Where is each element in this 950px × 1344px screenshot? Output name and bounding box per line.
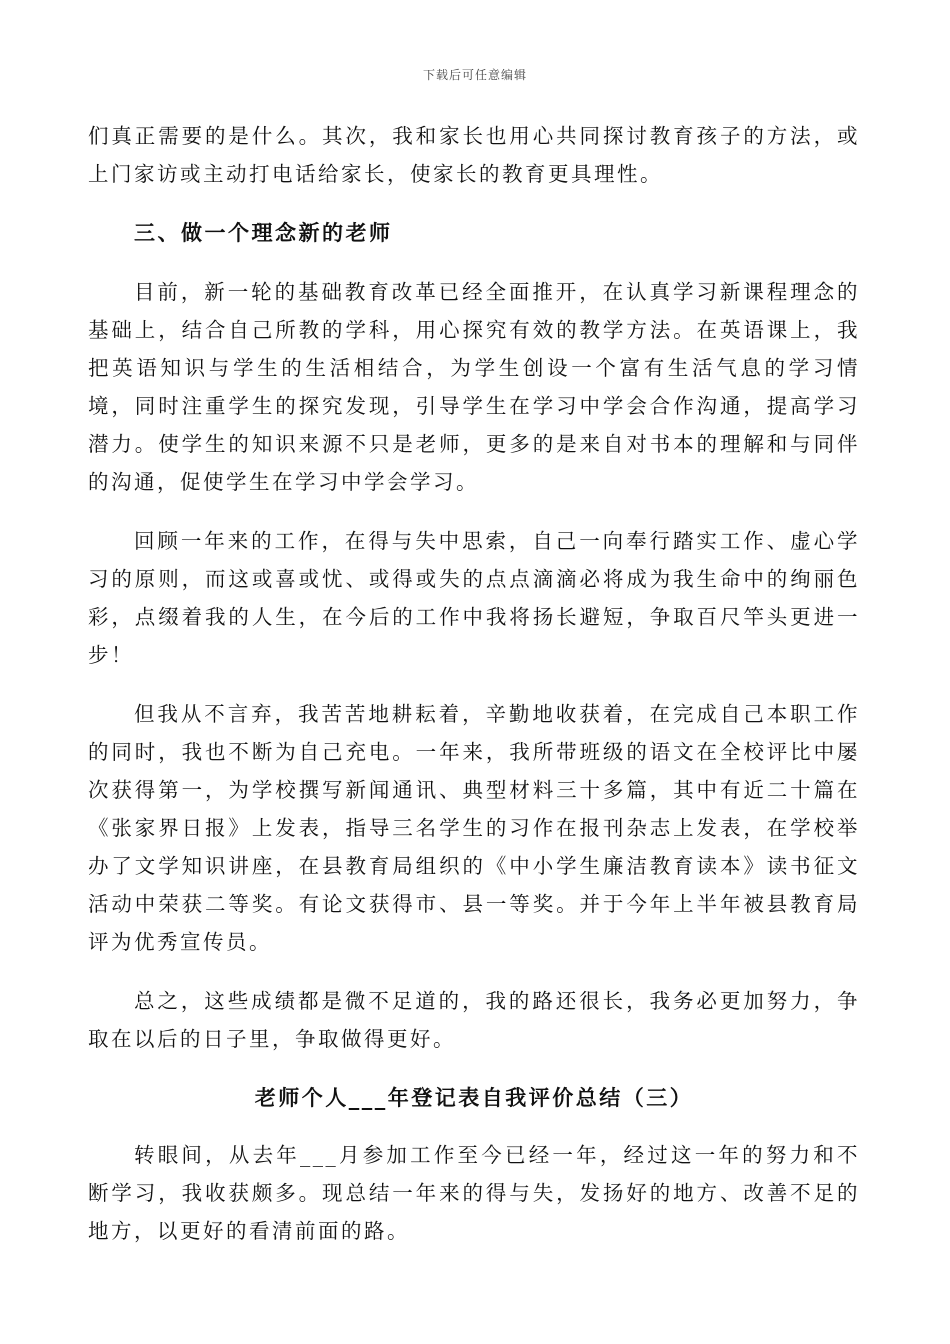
paragraph-teaching-methods: 目前，新一轮的基础教育改革已经全面推开，在认真学习新课程理念的基础上，结合自己所教的学科，用心探究有效的教学方法。在英语课上，我把英语知识与学生的生活相结合，为学生创设一个富有生活气息的学习情境，同时注重学生的探究发现，引导学生在学习中学会合作沟通，提高学习潜力。使学生的知识来源不只是老师，更多的是来自对书本的理解和与同伴的沟通，促使学生在学习中学会学习。	[88, 280, 860, 494]
paragraph-continuation: 们真正需要的是什么。其次，我和家长也用心共同探讨教育孩子的方法，或上门家访或主动打电话给家长，使家长的教育更具理性。	[88, 124, 860, 186]
page-header: 下载后可任意编辑	[422, 68, 527, 82]
document-title: 老师个人___年登记表自我评价总结（三）	[254, 1085, 694, 1110]
paragraph-review: 回顾一年来的工作，在得与失中思索，自己一向奉行踏实工作、虚心学习的原则，而这或喜或忧、或得或失的点点滴滴必将成为我生命中的绚丽色彩，点缀着我的人生，在今后的工作中我将扬长避短，争取百尺竿头更进一步！	[88, 529, 860, 667]
paragraph-achievements: 但我从不言弃，我苦苦地耕耘着，辛勤地收获着，在完成自己本职工作的同时，我也不断为自己充电。一年来，我所带班级的语文在全校评比中屡次获得第一，为学校撰写新闻通讯、典型材料三十多篇，其中有近二十篇在《张家界日报》上发表，指导三名学生的习作在报刊杂志上发表，在学校举办了文学知识讲座，在县教育局组织的《中小学生廉洁教育读本》读书征文活动中荣获二等奖。有论文获得市、县一等奖。并于今年上半年被县教育局评为优秀宣传员。	[88, 702, 860, 954]
document-body	[88, 117, 860, 1271]
paragraph-summary: 总之，这些成绩都是微不足道的，我的路还很长，我务必更加努力，争取在以后的日子里，争取做得更好。	[88, 989, 860, 1051]
paragraph-intro: 转眼间，从去年___月参加工作至今已经一年，经过这一年的努力和不断学习，我收获颇多。现总结一年来的得与失，发扬好的地方、改善不足的地方，以更好的看清前面的路。	[88, 1143, 860, 1243]
section-heading: 三、做一个理念新的老师	[134, 220, 393, 245]
